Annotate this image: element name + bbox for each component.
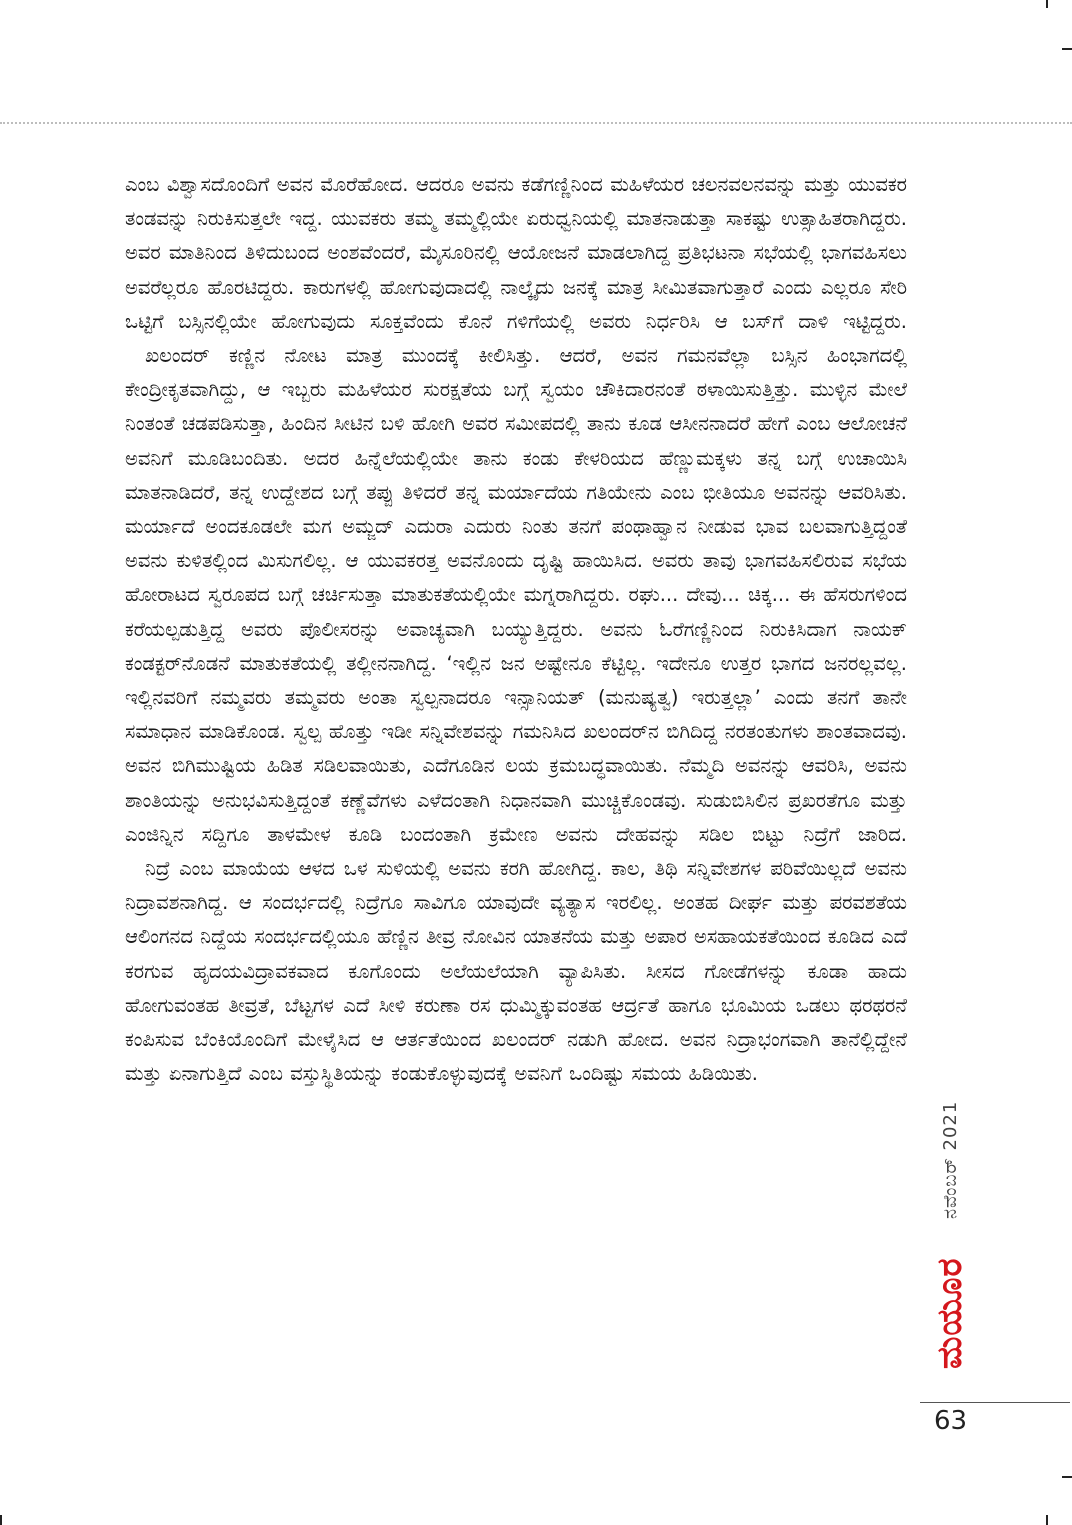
crop-mark-right-lower <box>1062 1476 1072 1478</box>
page-number: 63 <box>934 1406 968 1436</box>
magazine-masthead: ಮಯೂರ <box>930 1257 970 1369</box>
article-body <box>125 168 907 1400</box>
page-number-rule <box>920 1402 1070 1403</box>
paragraph-2: ಖಲಂದರ್ ಕಣ್ಣಿನ ನೋಟ ಮಾತ್ರ ಮುಂದಕ್ಕೆ ಕೀಲಿಸಿತ್ತು. ಆದರೆ, ಅವನ ಗಮನವೆಲ್ಲಾ ಬಸ್ಸಿನ ಹಿಂಭಾಗದಲ್ಲಿ ಕೇಂದ್ರೀಕೃತವಾಗಿದ್ದು, ಆ ಇಬ್ಬರು ಮಹಿಳೆಯರ ಸುರಕ್ಷತೆಯ ಬಗ್ಗೆ ಸ್ವಯಂ ಚೌಕಿದಾರನಂತೆ ಠಳಾಯಿಸುತ್ತಿತ್ತು. ಮುಳ್ಳಿನ ಮೇಲೆ ನಿಂತಂತೆ ಚಡಪಡಿಸುತ್ತಾ, ಹಿಂದಿನ ಸೀಟಿನ ಬಳಿ ಹೋಗಿ ಅವರ ಸಮೀಪದಲ್ಲಿ ತಾನು ಕೂಡ ಆಸೀನನಾದರೆ ಹೇಗೆ ಎಂಬ ಆಲೋಚನೆ ಅವನಿಗೆ ಮೂಡಿಬಂದಿತು. ಅದರ ಹಿನ್ನೆಲೆಯಲ್ಲಿಯೇ ತಾನು ಕಂಡು ಕೇಳರಿಯದ ಹೆಣ್ಣುಮಕ್ಕಳು ತನ್ನ ಬಗ್ಗೆ ಉಚಾಯಿಸಿ ಮಾತನಾಡಿದರೆ, ತನ್ನ ಉದ್ದೇಶದ ಬಗ್ಗೆ ತಪ್ಪು ತಿಳಿದರೆ ತನ್ನ ಮರ್ಯಾದೆಯ ಗತಿಯೇನು ಎಂಬ ಭೀತಿಯೂ ಅವನನ್ನು ಆವರಿಸಿತು. ಮರ್ಯಾದೆ ಅಂದಕೂಡಲೇ ಮಗ ಅಮ್ಜದ್ ಎದುರಾ ಎದುರು ನಿಂತು ತನಗೆ ಪಂಥಾಹ್ವಾನ ನೀಡುವ ಭಾವ ಬಲವಾಗುತ್ತಿದ್ದಂತೆ ಅವನು ಕುಳಿತಲ್ಲಿಂದ ಮಿಸುಗಲಿಲ್ಲ. ಆ ಯುವಕರತ್ತ ಅವನೊಂದು ದೃಷ್ಟಿ ಹಾಯಿಸಿದ. ಅವರು ತಾವು ಭಾಗವಹಿಸಲಿರುವ ಸಭೆಯ ಹೋರಾಟದ ಸ್ವರೂಪದ ಬಗ್ಗೆ ಚರ್ಚಿಸುತ್ತಾ ಮಾತುಕತೆಯಲ್ಲಿಯೇ ಮಗ್ನರಾಗಿದ್ದರು. ರಘು... ದೇವು... ಚಿಕ್ಕ... ಈ ಹೆಸರುಗಳಿಂದ ಕರೆಯಲ್ಪಡುತ್ತಿದ್ದ ಅವರು ಪೊಲೀಸರನ್ನು ಅವಾಚ್ಯವಾಗಿ ಬಯ್ಯುತ್ತಿದ್ದರು. ಅವನು ಓರೆಗಣ್ಣಿನಿಂದ ನಿರುಕಿಸಿದಾಗ ನಾಯಕ್ ಕಂಡಕ್ಟರ್‌ನೊಡನೆ ಮಾತುಕತೆಯಲ್ಲಿ ತಲ್ಲೀನನಾಗಿದ್ದ. ‘ಇಲ್ಲಿನ ಜನ ಅಷ್ಟೇನೂ ಕೆಟ್ಟಿಲ್ಲ. ಇದೇನೂ ಉತ್ತರ ಭಾಗದ ಜನರಲ್ಲವಲ್ಲ. ಇಲ್ಲಿನವರಿಗೆ ನಮ್ಮವರು ತಮ್ಮವರು ಅಂತಾ ಸ್ವಲ್ಪನಾದರೂ ಇನ್ಸಾನಿಯತ್ (ಮನುಷ್ಯತ್ವ) ಇರುತ್ತಲ್ಲಾ’ ಎಂದು ತನಗೆ ತಾನೇ ಸಮಾಧಾನ ಮಾಡಿಕೊಂಡ. ಸ್ವಲ್ಪ ಹೊತ್ತು ಇಡೀ ಸನ್ನಿವೇಶವನ್ನು ಗಮನಿಸಿದ ಖಲಂದರ್‌ನ ಬಿಗಿದಿದ್ದ ನರತಂತುಗಳು ಶಾಂತವಾದವು. ಅವನ ಬಿಗಿಮುಷ್ಟಿಯ ಹಿಡಿತ ಸಡಿಲವಾಯಿತು, ಎದೆಗೂಡಿನ ಲಯ ಕ್ರಮಬದ್ಧವಾಯಿತು. ನೆಮ್ಮದಿ ಅವನನ್ನು ಆವರಿಸಿ, ಅವನು ಶಾಂತಿಯನ್ನು ಅನುಭವಿಸುತ್ತಿದ್ದಂತೆ ಕಣ್ಣೆವೆಗಳು ಎಳೆದಂತಾಗಿ ನಿಧಾನವಾಗಿ ಮುಚ್ಚಿಕೊಂಡವು. ಸುಡುಬಿಸಿಲಿನ ಪ್ರಖರತೆಗೂ ಮತ್ತು ಎಂಜಿನ್ನಿನ ಸದ್ದಿಗೂ ತಾಳಮೇಳ ಕೂಡಿ ಬಂದಂತಾಗಿ ಕ್ರಮೇಣ ಅವನು ದೇಹವನ್ನು ಸಡಿಲ ಬಿಟ್ಟು ನಿದ್ರೆಗೆ ಜಾರಿದ. <box>125 344 907 846</box>
issue-date: ನವೆಂಬರ್ 2021 <box>940 1100 961 1219</box>
paragraph-1: ಎಂಬ ವಿಶ್ವಾಸದೊಂದಿಗೆ ಅವನ ಮೊರೆಹೋದ. ಆದರೂ ಅವನು ಕಡೆಗಣ್ಣಿನಿಂದ ಮಹಿಳೆಯರ ಚಲನವಲನವನ್ನು ಮತ್ತು ಯುವಕರ ತಂಡವನ್ನು ನಿರುಕಿಸುತ್ತಲೇ ಇದ್ದ. ಯುವಕರು ತಮ್ಮ ತಮ್ಮಲ್ಲಿಯೇ ಏರುಧ್ವನಿಯಲ್ಲಿ ಮಾತನಾಡುತ್ತಾ ಸಾಕಷ್ಟು ಉತ್ಸಾಹಿತರಾಗಿದ್ದರು. ಅವರ ಮಾತಿನಿಂದ ತಿಳಿದುಬಂದ ಅಂಶವೆಂದರೆ, ಮೈಸೂರಿನಲ್ಲಿ ಆಯೋಜನೆ ಮಾಡಲಾಗಿದ್ದ ಪ್ರತಿಭಟನಾ ಸಭೆಯಲ್ಲಿ ಭಾಗವಹಿಸಲು ಅವರೆಲ್ಲರೂ ಹೊರಟಿದ್ದರು. ಕಾರುಗಳಲ್ಲಿ ಹೋಗುವುದಾದಲ್ಲಿ ನಾಲ್ಕೈದು ಜನಕ್ಕೆ ಮಾತ್ರ ಸೀಮಿತವಾಗುತ್ತಾರೆ ಎಂದು ಎಲ್ಲರೂ ಸೇರಿ ಒಟ್ಟಿಗೆ ಬಸ್ಸಿನಲ್ಲಿಯೇ ಹೋಗುವುದು ಸೂಕ್ತವೆಂದು ಕೊನೆ ಗಳಿಗೆಯಲ್ಲಿ ಅವರು ನಿರ್ಧರಿಸಿ ಆ ಬಸ್‌ಗೆ ದಾಳಿ ಇಟ್ಟಿದ್ದರು. <box>125 173 907 333</box>
crop-mark-top-right <box>1046 0 1048 8</box>
crop-mark-bottom-left <box>0 1515 2 1525</box>
crop-mark-right-upper <box>1062 48 1072 50</box>
header-dotted-rule <box>0 122 1072 124</box>
crop-mark-bottom-right <box>1046 1515 1048 1525</box>
paragraph-3: ನಿದ್ರೆ ಎಂಬ ಮಾಯೆಯ ಆಳದ ಒಳ ಸುಳಿಯಲ್ಲಿ ಅವನು ಕರಗಿ ಹೋಗಿದ್ದ. ಕಾಲ, ತಿಥಿ ಸನ್ನಿವೇಶಗಳ ಪರಿವೆಯಿಲ್ಲದೆ ಅವನು ನಿದ್ರಾವಶನಾಗಿದ್ದ. ಆ ಸಂದರ್ಭದಲ್ಲಿ ನಿದ್ರೆಗೂ ಸಾವಿಗೂ ಯಾವುದೇ ವ್ಯತ್ಯಾಸ ಇರಲಿಲ್ಲ. ಅಂತಹ ದೀರ್ಘ ಮತ್ತು ಪರವಶತೆಯ ಆಲಿಂಗನದ ನಿದ್ದೆಯ ಸಂದರ್ಭದಲ್ಲಿಯೂ ಹೆಣ್ಣಿನ ತೀವ್ರ ನೋವಿನ ಯಾತನೆಯ ಮತ್ತು ಅಪಾರ ಅಸಹಾಯಕತೆಯಿಂದ ಕೂಡಿದ ಎದೆ ಕರಗುವ ಹೃದಯವಿದ್ರಾವಕವಾದ ಕೂಗೊಂದು ಅಲೆಯಲೆಯಾಗಿ ವ್ಯಾಪಿಸಿತು. ಸೀಸದ ಗೋಡೆಗಳನ್ನು ಕೂಡಾ ಹಾದು ಹೋಗುವಂತಹ ತೀವ್ರತೆ, ಬೆಟ್ಟಗಳ ಎದೆ ಸೀಳಿ ಕರುಣಾ ರಸ ಧುಮ್ಮಿಕ್ಕುವಂತಹ ಆರ್ದ್ರತೆ ಹಾಗೂ ಭೂಮಿಯ ಒಡಲು ಥರಥರನೆ ಕಂಪಿಸುವ ಬೆಂಕಿಯೊಂದಿಗೆ ಮೇಳೈಸಿದ ಆ ಆರ್ತತೆಯಿಂದ ಖಲಂದರ್ ನಡುಗಿ ಹೋದ. ಅವನ ನಿದ್ರಾಭಂಗವಾಗಿ ತಾನೆಲ್ಲಿದ್ದೇನೆ ಮತ್ತು ಏನಾಗುತ್ತಿದೆ ಎಂಬ ವಸ್ತುಸ್ಥಿತಿಯನ್ನು ಕಂಡುಕೊಳ್ಳುವುದಕ್ಕೆ ಅವನಿಗೆ ಒಂದಿಷ್ಟು ಸಮಯ ಹಿಡಿಯಿತು. <box>125 857 907 1086</box>
